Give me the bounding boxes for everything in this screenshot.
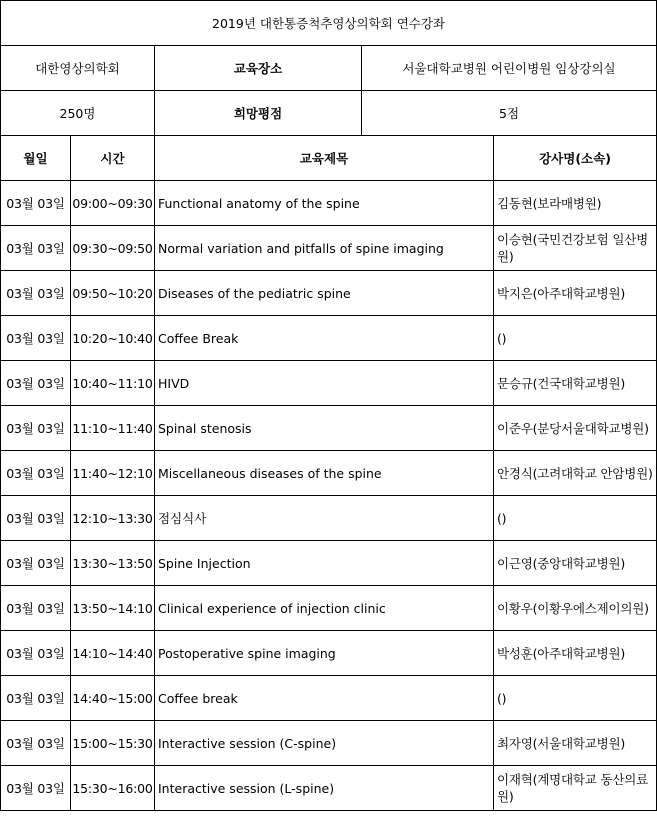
header-topic: 교육제목 (155, 136, 494, 181)
capacity-value: 250명 (1, 91, 155, 136)
session-date: 03월 03일 (1, 496, 71, 541)
table-row (1, 271, 657, 316)
session-topic: Spine Injection (155, 541, 494, 586)
session-time: 10:20~10:40 (71, 316, 155, 361)
table-row (1, 586, 657, 631)
session-topic: 점심식사 (155, 496, 494, 541)
header-date: 월일 (1, 136, 71, 181)
session-lecturer: 안경식(고려대학교 안암병원) (494, 451, 657, 496)
session-lecturer: 박지은(아주대학교병원) (494, 271, 657, 316)
session-time: 14:10~14:40 (71, 631, 155, 676)
session-time: 10:40~11:10 (71, 361, 155, 406)
session-topic: Normal variation and pitfalls of spine imaging (155, 226, 494, 271)
session-topic: Coffee break (155, 676, 494, 721)
session-lecturer: 김동현(보라매병원) (494, 181, 657, 226)
session-topic: Interactive session (L-spine) (155, 766, 494, 811)
session-topic: Postoperative spine imaging (155, 631, 494, 676)
session-time: 09:30~09:50 (71, 226, 155, 271)
table-row (1, 676, 657, 721)
session-date: 03월 03일 (1, 226, 71, 271)
session-lecturer: () (494, 496, 657, 541)
place-label: 교육장소 (155, 46, 362, 91)
session-topic: Diseases of the pediatric spine (155, 271, 494, 316)
place-value: 서울대학교병원 어린이병원 임상강의실 (362, 46, 657, 91)
table-row (1, 541, 657, 586)
points-label: 희망평점 (155, 91, 362, 136)
session-lecturer: () (494, 316, 657, 361)
session-date: 03월 03일 (1, 406, 71, 451)
session-date: 03월 03일 (1, 316, 71, 361)
session-lecturer: 이황우(이황우에스제이의원) (494, 586, 657, 631)
session-date: 03월 03일 (1, 181, 71, 226)
session-date: 03월 03일 (1, 451, 71, 496)
session-date: 03월 03일 (1, 676, 71, 721)
session-date: 03월 03일 (1, 541, 71, 586)
session-lecturer: 이준우(분당서울대학교병원) (494, 406, 657, 451)
session-date: 03월 03일 (1, 271, 71, 316)
session-lecturer: 문승규(건국대학교병원) (494, 361, 657, 406)
session-lecturer: 이근영(중앙대학교병원) (494, 541, 657, 586)
info-row-place (1, 46, 657, 91)
table-row (1, 496, 657, 541)
header-lecturer: 강사명(소속) (494, 136, 657, 181)
table-row (1, 316, 657, 361)
session-time: 09:50~10:20 (71, 271, 155, 316)
session-lecturer: () (494, 676, 657, 721)
session-time: 15:00~15:30 (71, 721, 155, 766)
session-topic: HIVD (155, 361, 494, 406)
session-topic: Coffee Break (155, 316, 494, 361)
table-row (1, 181, 657, 226)
session-lecturer: 박성훈(아주대학교병원) (494, 631, 657, 676)
info-row-points (1, 91, 657, 136)
session-lecturer: 이재혁(계명대학교 동산의료원) (494, 766, 657, 811)
table-row (1, 766, 657, 811)
table-row (1, 451, 657, 496)
table-row (1, 721, 657, 766)
session-time: 12:10~13:30 (71, 496, 155, 541)
table-row (1, 226, 657, 271)
session-time: 09:00~09:30 (71, 181, 155, 226)
session-date: 03월 03일 (1, 721, 71, 766)
session-topic: Clinical experience of injection clinic (155, 586, 494, 631)
page-title: 2019년 대한통증척추영상의학회 연수강좌 (1, 1, 657, 46)
session-time: 11:40~12:10 (71, 451, 155, 496)
session-topic: Functional anatomy of the spine (155, 181, 494, 226)
header-time: 시간 (71, 136, 155, 181)
points-value: 5점 (362, 91, 657, 136)
table-row (1, 406, 657, 451)
session-time: 13:30~13:50 (71, 541, 155, 586)
session-date: 03월 03일 (1, 586, 71, 631)
session-lecturer: 이승현(국민건강보험 일산병원) (494, 226, 657, 271)
session-time: 15:30~16:00 (71, 766, 155, 811)
session-date: 03월 03일 (1, 361, 71, 406)
session-time: 13:50~14:10 (71, 586, 155, 631)
table-row (1, 631, 657, 676)
table-row (1, 361, 657, 406)
header-row (1, 136, 657, 181)
session-lecturer: 최자영(서울대학교병원) (494, 721, 657, 766)
session-topic: Interactive session (C-spine) (155, 721, 494, 766)
session-time: 11:10~11:40 (71, 406, 155, 451)
session-date: 03월 03일 (1, 631, 71, 676)
title-row (1, 1, 657, 46)
session-date: 03월 03일 (1, 766, 71, 811)
session-time: 14:40~15:00 (71, 676, 155, 721)
session-topic: Miscellaneous diseases of the spine (155, 451, 494, 496)
session-topic: Spinal stenosis (155, 406, 494, 451)
society-name: 대한영상의학회 (1, 46, 155, 91)
